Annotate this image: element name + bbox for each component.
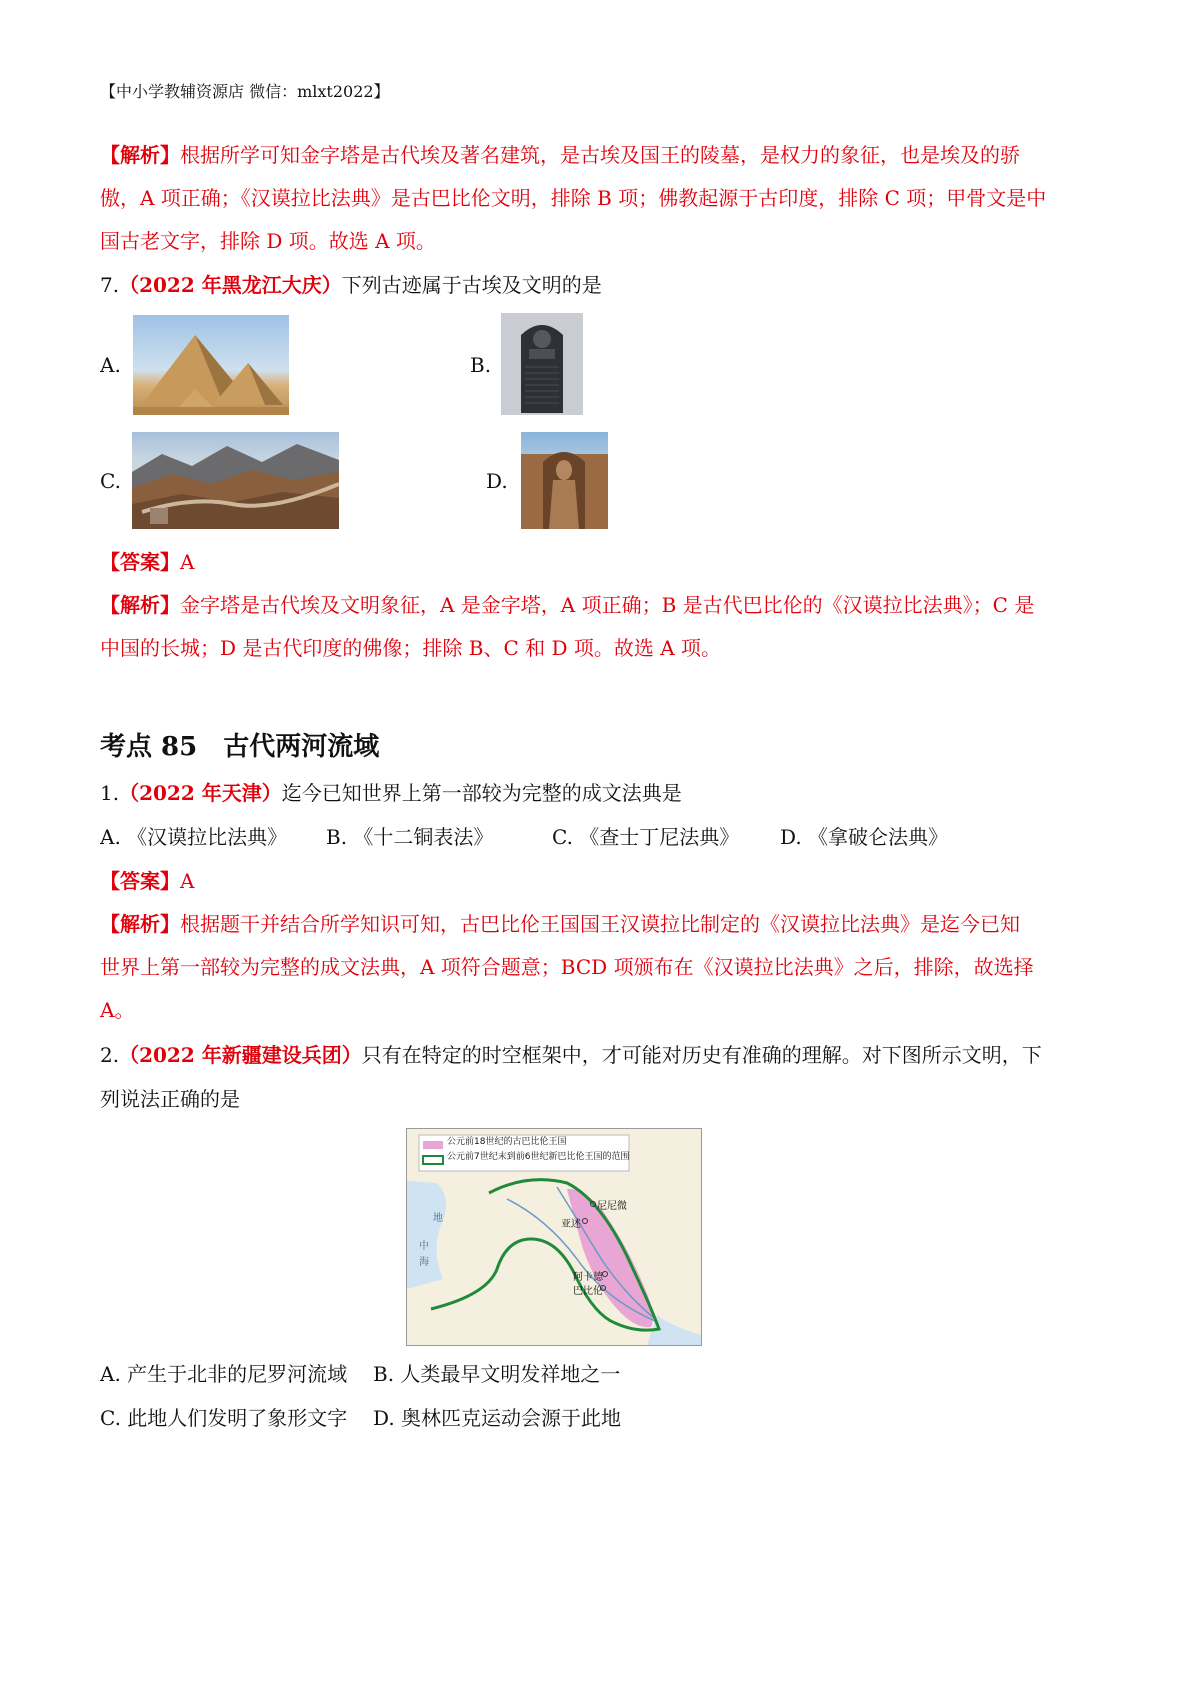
s1-analysis-line-2: 世界上第一部较为完整的成文法典，A 项符合题意；BCD 项颁布在《汉谟拉比法典》之后，排除，故选择 bbox=[100, 955, 1034, 979]
map-legend-2: 公元前7世纪末到前6世纪新巴比伦王国的范围 bbox=[447, 1152, 630, 1162]
great-wall-image bbox=[132, 432, 339, 529]
q7-option-d-label: D. bbox=[486, 469, 508, 493]
q7-answer bbox=[100, 550, 194, 574]
q7-stem bbox=[100, 273, 602, 297]
analysis-tag: 【解析】 bbox=[100, 912, 180, 936]
q6-analysis-line-1 bbox=[100, 143, 1020, 167]
mesopotamia-map bbox=[406, 1128, 702, 1346]
question-source: （2022 年天津） bbox=[119, 781, 282, 805]
s1-option-d: D. 《拿破仑法典》 bbox=[780, 825, 949, 849]
question-text: 只有在特定的时空框架中，才可能对历史有准确的理解。对下图所示文明，下 bbox=[361, 1043, 1042, 1067]
analysis-tag: 【解析】 bbox=[100, 143, 180, 167]
analysis-text: 金字塔是古代埃及文明象征，A 是金字塔，A 项正确；B 是古代巴比伦的《汉谟拉比法典》；C 是 bbox=[180, 593, 1035, 617]
q6-analysis-line-3: 国古老文字，排除 D 项。故选 A 项。 bbox=[100, 229, 436, 253]
s2-option-b: B. 人类最早文明发祥地之一 bbox=[373, 1362, 621, 1386]
s2-option-d: D. 奥林匹克运动会源于此地 bbox=[373, 1406, 622, 1430]
question-source: （2022 年黑龙江大庆） bbox=[119, 273, 342, 297]
analysis-tag: 【解析】 bbox=[100, 593, 180, 617]
analysis-text: 根据所学可知金字塔是古代埃及著名建筑，是古埃及国王的陵墓，是权力的象征，也是埃及的骄 bbox=[180, 143, 1020, 167]
q7-option-b-label: B. bbox=[470, 353, 492, 377]
map-label-akkad: 阿卡德 bbox=[573, 1272, 603, 1283]
s1-option-b: B. 《十二铜表法》 bbox=[326, 825, 494, 849]
s1-analysis-line-1 bbox=[100, 912, 1020, 936]
q6-analysis-line-2: 傲，A 项正确；《汉谟拉比法典》是古巴比伦文明，排除 B 项；佛教起源于古印度，排除 C 项；甲骨文是中 bbox=[100, 186, 1047, 210]
map-legend-1: 公元前18世纪的古巴比伦王国 bbox=[447, 1137, 567, 1147]
s1-analysis-line-3: A。 bbox=[100, 998, 135, 1022]
buddha-statue-photo bbox=[521, 432, 608, 529]
map-label-sea-3: 海 bbox=[419, 1257, 429, 1268]
pyramids-image bbox=[133, 315, 289, 415]
s1-option-a: A. 《汉谟拉比法典》 bbox=[100, 825, 288, 849]
pyramids-photo bbox=[133, 315, 289, 415]
great-wall-photo bbox=[132, 432, 339, 529]
map-label-sea-1: 地 bbox=[433, 1213, 443, 1224]
question-text: 下列古迹属于古埃及文明的是 bbox=[341, 273, 602, 297]
s2-stem-line-2: 列说法正确的是 bbox=[100, 1087, 240, 1111]
answer-value: A bbox=[180, 869, 195, 893]
s2-option-c: C. 此地人们发明了象形文字 bbox=[100, 1406, 348, 1430]
map-label-sea-2: 中 bbox=[419, 1241, 429, 1252]
q7-option-c-label: C. bbox=[100, 469, 121, 493]
q7-analysis-line-2: 中国的长城；D 是古代印度的佛像；排除 B、C 和 D 项。故选 A 项。 bbox=[100, 636, 722, 660]
s1-answer bbox=[100, 869, 194, 893]
answer-tag: 【答案】 bbox=[100, 550, 180, 574]
hammurabi-stele-photo bbox=[501, 313, 583, 415]
answer-value: A bbox=[180, 550, 195, 574]
answer-tag: 【答案】 bbox=[100, 869, 180, 893]
s2-stem-line-1 bbox=[100, 1043, 1042, 1067]
s1-stem bbox=[100, 781, 682, 805]
question-number: 7. bbox=[100, 273, 120, 297]
resource-header: 【中小学教辅资源店 微信：mlxt2022】 bbox=[100, 82, 390, 101]
analysis-text: 根据题干并结合所学知识可知，古巴比伦王国国王汉谟拉比制定的《汉谟拉比法典》是迄今已知 bbox=[180, 912, 1020, 936]
question-text: 迄今已知世界上第一部较为完整的成文法典是 bbox=[281, 781, 682, 805]
buddha-image bbox=[521, 432, 608, 529]
map-label-assur: 亚述 bbox=[561, 1219, 581, 1230]
q7-analysis-line-1 bbox=[100, 593, 1034, 617]
map-label-nineveh: 尼尼微 bbox=[597, 1201, 627, 1212]
s2-option-a: A. 产生于北非的尼罗河流域 bbox=[100, 1362, 348, 1386]
question-number: 2. bbox=[100, 1043, 120, 1067]
s1-option-c: C. 《查士丁尼法典》 bbox=[552, 825, 740, 849]
stele-image bbox=[501, 313, 583, 415]
section-heading: 考点 85 古代两河流域 bbox=[100, 732, 380, 762]
question-number: 1. bbox=[100, 781, 120, 805]
map-label-babylon: 巴比伦 bbox=[573, 1286, 603, 1297]
question-source: （2022 年新疆建设兵团） bbox=[119, 1043, 362, 1067]
q7-option-a-label: A. bbox=[100, 353, 121, 377]
